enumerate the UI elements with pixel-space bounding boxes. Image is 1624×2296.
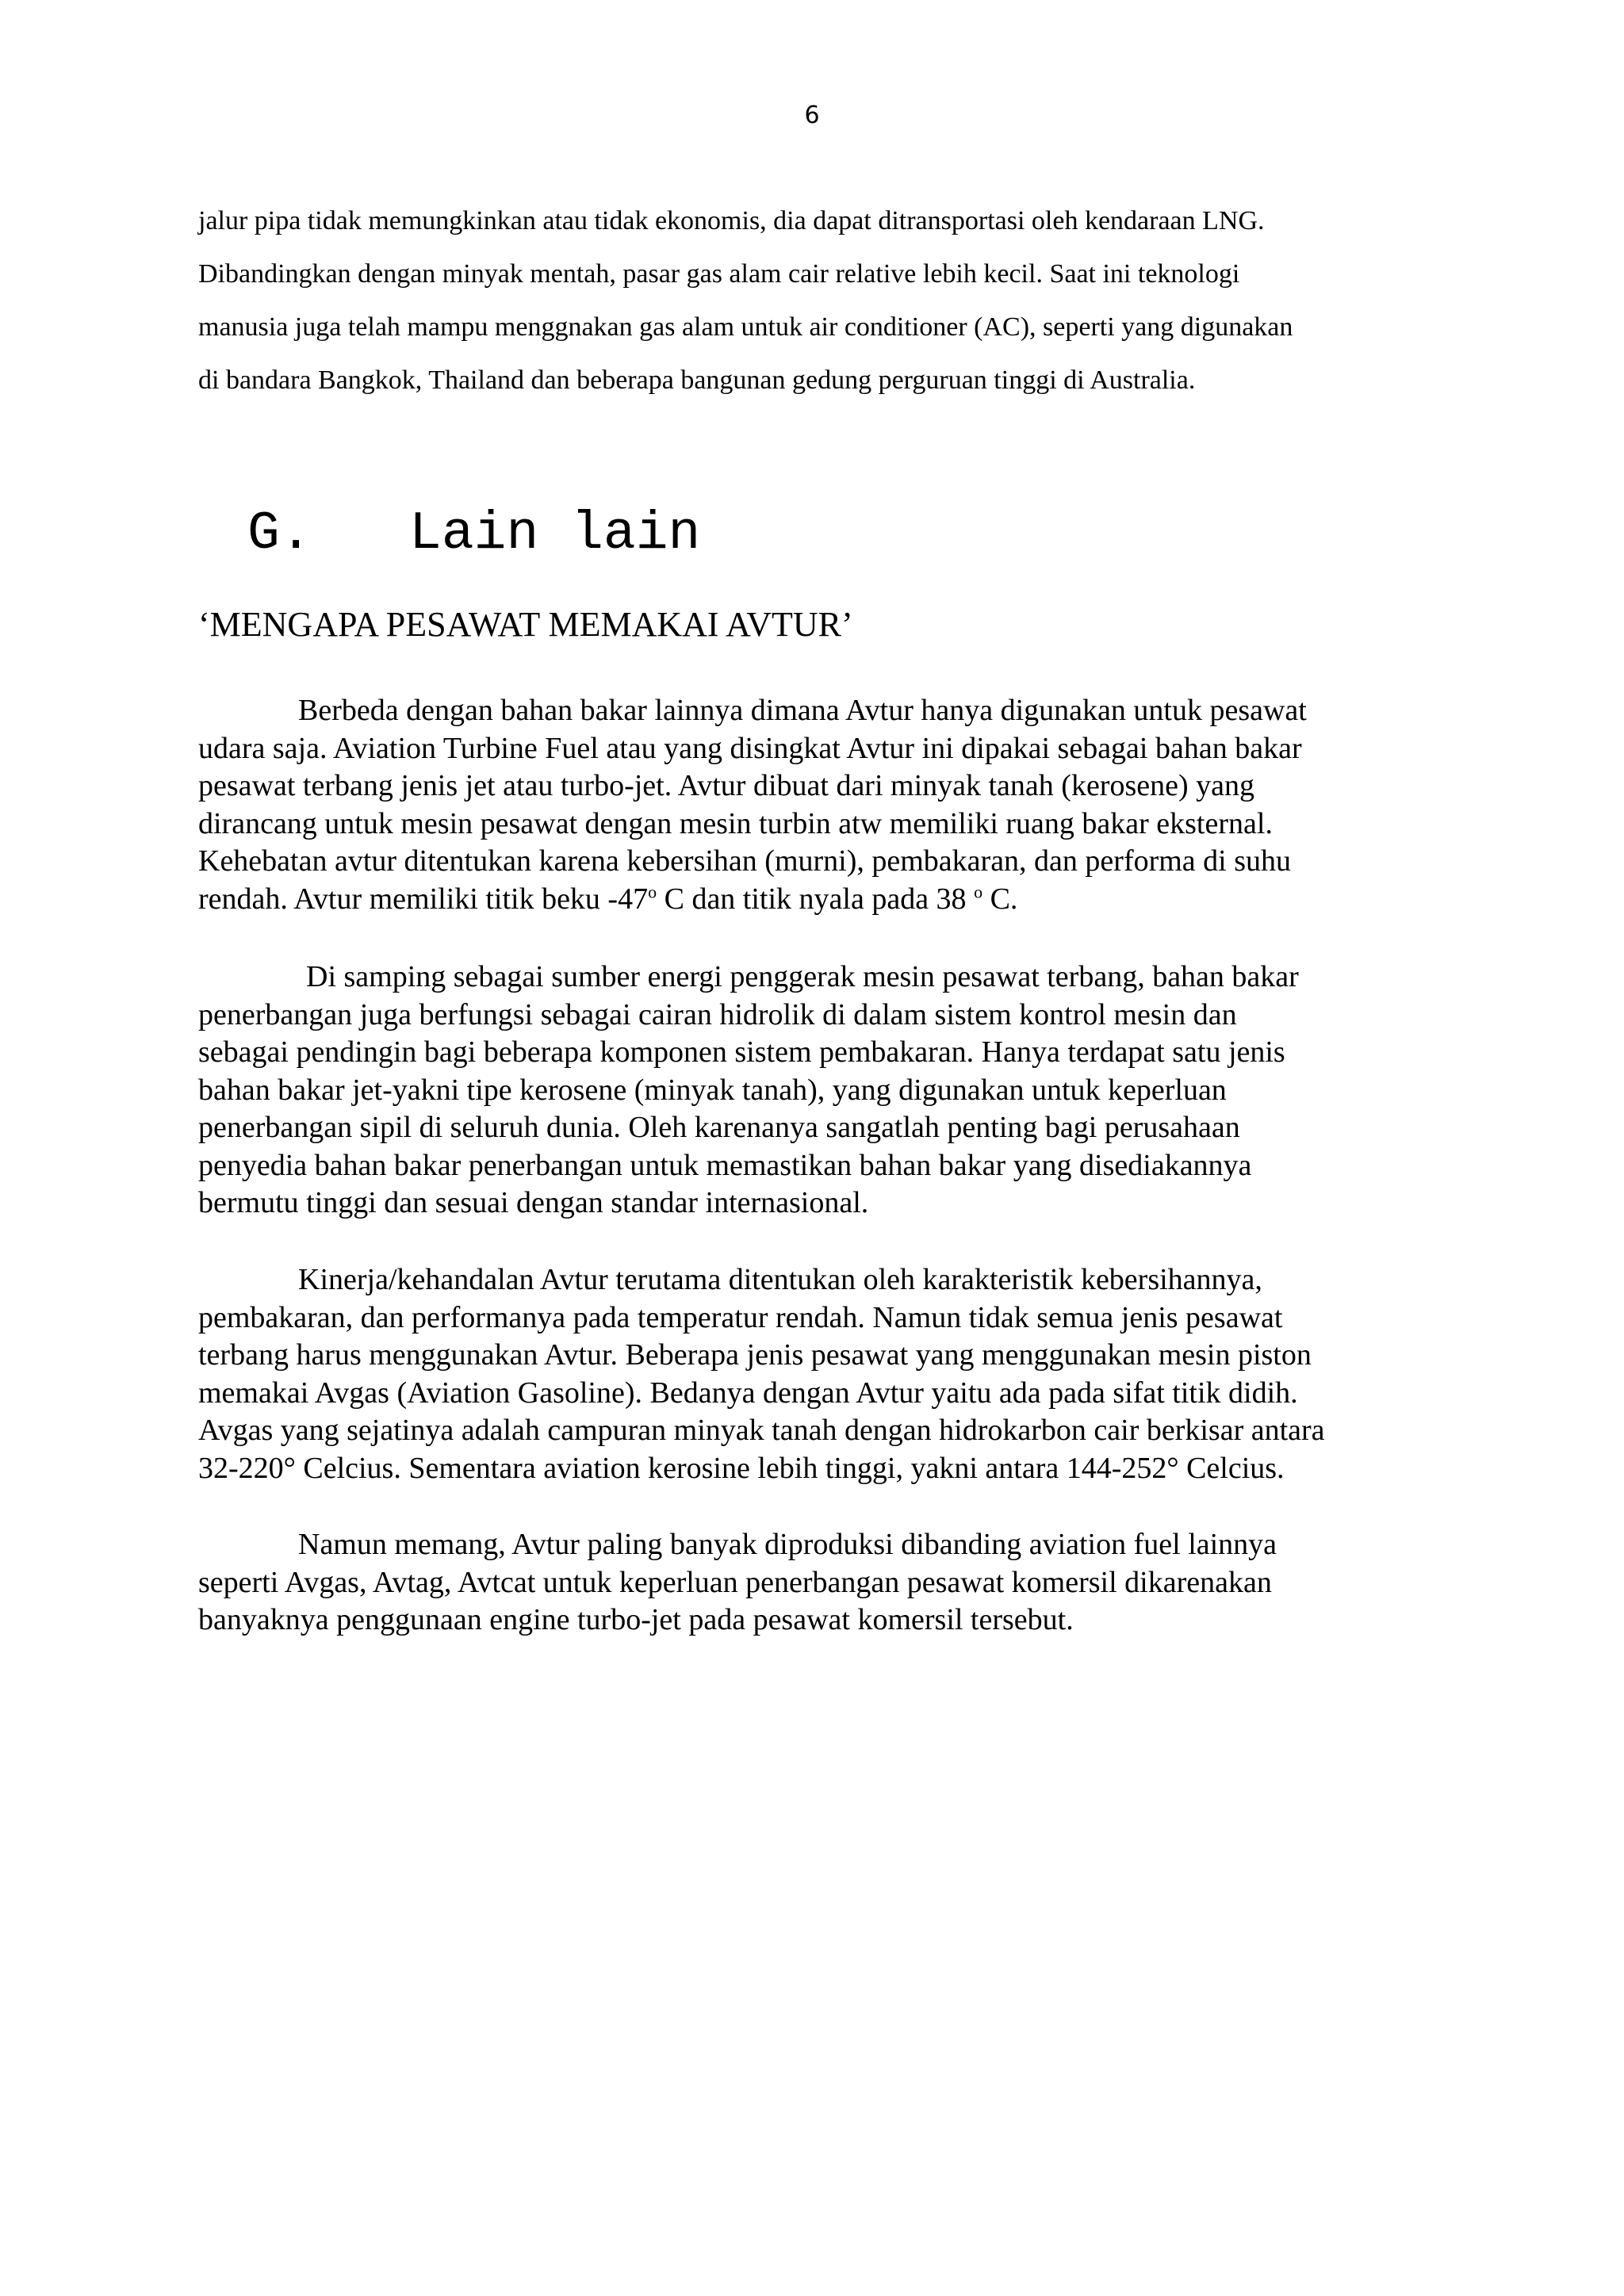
paragraph-line: pesawat terbang jenis jet atau turbo-jet. Avtur dibuat dari minyak tanah (kerosene) yang xyxy=(198,769,1255,802)
paragraph-line: memakai Avgas (Aviation Gasoline). Bedanya dengan Avtur yaitu ada pada sifat titik didih. xyxy=(198,1376,1298,1410)
paragraph-line: terbang harus menggunakan Avtur. Beberapa jenis pesawat yang menggunakan mesin piston xyxy=(198,1338,1312,1372)
paragraph-line: banyaknya penggunaan engine turbo-jet pada pesawat komersil tersebut. xyxy=(198,1603,1074,1636)
paragraph-line-freezing-point: rendah. Avtur memiliki titik beku -47$^o$ C dan titik nyala pada 38 $^o$ C. xyxy=(198,881,1018,916)
intro-line: jalur pipa tidak memungkinkan atau tidak ekonomis, dia dapat ditransportasi oleh kendaraan LNG. xyxy=(198,206,1265,235)
paragraph-line: Di samping sebagai sumber energi penggerak mesin pesawat terbang, bahan bakar xyxy=(306,960,1299,993)
paragraph-line: sebagai pendingin bagi beberapa komponen sistem pembakaran. Hanya terdapat satu jenis xyxy=(198,1035,1285,1069)
paragraph-line: udara saja. Aviation Turbine Fuel atau yang disingkat Avtur ini dipakai sebagai bahan bakar xyxy=(198,731,1302,765)
intro-line: manusia juga telah mampu menggnakan gas alam untuk air conditioner (AC), seperti yang digunakan xyxy=(198,312,1293,342)
intro-line: di bandara Bangkok, Thailand dan beberapa bangunan gedung perguruan tinggi di Australia. xyxy=(198,365,1196,395)
paragraph-avtur-intro xyxy=(198,692,1451,918)
paragraph-line: Kinerja/kehandalan Avtur terutama ditentukan oleh karakteristik kebersihannya, xyxy=(298,1263,1262,1296)
paragraph-line: pembakaran, dan performanya pada temperatur rendah. Namun tidak semua jenis pesawat xyxy=(198,1300,1283,1334)
paragraph-line: 32-220° Celcius. Sementara aviation kerosine lebih tinggi, yakni antara 144-252° Celcius. xyxy=(198,1451,1285,1485)
section-subtitle: ‘MENGAPA PESAWAT MEMAKAI AVTUR’ xyxy=(198,605,853,644)
section-heading xyxy=(247,503,700,564)
paragraph-line: dirancang untuk mesin pesawat dengan mesin turbin atw memiliki ruang bakar eksternal. xyxy=(198,806,1273,840)
paragraph-fuel-functions xyxy=(198,959,1451,1223)
paragraph-avtur-production xyxy=(198,1526,1451,1640)
paragraph-line: Berbeda dengan bahan bakar lainnya dimana Avtur hanya digunakan untuk pesawat xyxy=(298,694,1307,727)
paragraph-avtur-vs-avgas xyxy=(198,1261,1451,1487)
paragraph-line: seperti Avgas, Avtag, Avtcat untuk keperluan penerbangan pesawat komersil dikarenakan xyxy=(198,1565,1272,1599)
degree-superscript: o xyxy=(648,881,657,901)
paragraph-line: Kehebatan avtur ditentukan karena kebersihan (murni), pembakaran, dan performa di suhu xyxy=(198,844,1292,878)
section-letter: G. xyxy=(247,503,312,564)
paragraph-line: Avgas yang sejatinya adalah campuran minyak tanah dengan hidrokarbon cair berkisar antara xyxy=(198,1414,1325,1447)
paragraph-line: Namun memang, Avtur paling banyak diproduksi dibanding aviation fuel lainnya xyxy=(298,1528,1277,1561)
paragraph-line: penerbangan juga berfungsi sebagai cairan hidrolik di dalam sistem kontrol mesin dan xyxy=(198,997,1237,1031)
intro-line: Dibandingkan dengan minyak mentah, pasar gas alam cair relative lebih kecil. Saat ini teknologi xyxy=(198,259,1240,289)
section-title: Lain lain xyxy=(409,503,701,564)
degree-superscript: o xyxy=(974,881,983,901)
paragraph-line: penerbangan sipil di seluruh dunia. Oleh karenanya sangatlah penting bagi perusahaan xyxy=(198,1111,1240,1144)
paragraph-line: penyedia bahan bakar penerbangan untuk memastikan bahan bakar yang disediakannya xyxy=(198,1148,1252,1182)
paragraph-line: bermutu tinggi dan sesuai dengan standar internasional. xyxy=(198,1186,869,1219)
page-number: 6 xyxy=(804,101,820,129)
intro-paragraph xyxy=(198,194,1435,407)
paragraph-line: bahan bakar jet-yakni tipe kerosene (minyak tanah), yang digunakan untuk keperluan xyxy=(198,1073,1227,1107)
